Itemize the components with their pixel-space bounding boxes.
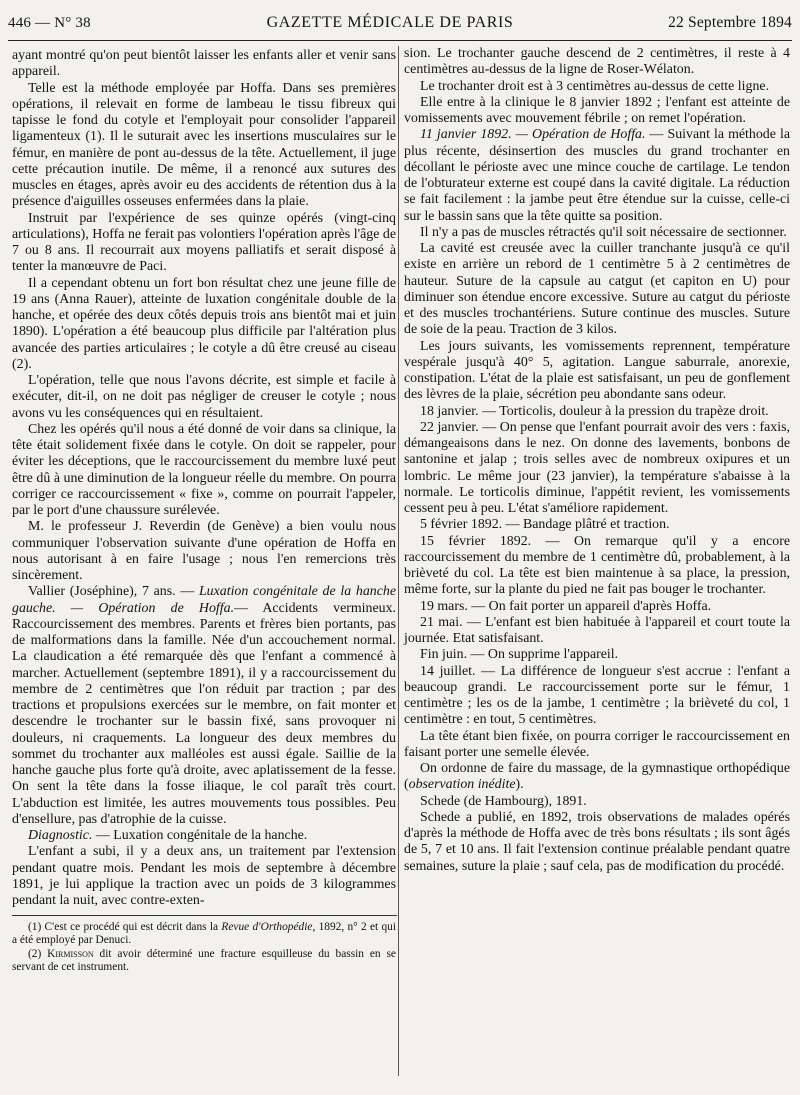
paragraph: Schede (de Hambourg), 1891.: [420, 793, 587, 809]
journal-title: GAZETTE MÉDICALE DE PARIS: [266, 14, 514, 31]
column-divider: [398, 46, 399, 1076]
diagnostic-paragraph: [12, 828, 396, 844]
footnote-author: Kirmisson: [47, 947, 94, 960]
case-patient: Vallier (Joséphine), 7 ans. —: [28, 584, 195, 600]
orthopedie-paragraph: On ordonne de faire du massage, de la gymnastique orthopédique (observation inédite).: [404, 761, 790, 793]
paragraph: L'opération, telle que nous l'avons décrite, est simple et facile à exécuter, dit-il, on ne doit pas négliger de creuser le cotyle ; nous avons vu les conséquences qui en résultaient.: [12, 373, 396, 421]
paragraph: M. le professeur J. Reverdin (de Genève) a bien voulu nous communiquer l'observation suivante d'une opération de Hoffa en nous autorisant à en faire l'usage ; nous l'en remercions très sincèrement.: [12, 519, 396, 583]
footnote-1: (1) C'est ce procédé qui est décrit dans la Revue d'Orthopédie, 1892, n° 2 et qui a été employé par Denuci.: [12, 921, 397, 947]
diagnostic-label: Diagnostic.: [28, 828, 93, 843]
paragraph: La tête étant bien fixée, on pourra corriger le raccourcissement en faisant porter une semelle élevée.: [404, 728, 790, 760]
footnote-journal: Revue d'Orthopédie: [221, 921, 313, 934]
case-report-paragraph: [12, 584, 396, 828]
paragraph: 22 janvier. — On pense que l'enfant pourrait avoir des vers : faxis, démangeaisons dans le nez. On donne des lavements, bonbons de santonine et jalap ; trois selles avec de nombreux oxipures et un lombric. Le même jour (23 janvier), la température s'abaisse à la normale. Le torticolis diminue, l'appétit revient, les vomissements cessent peu à peu. L'état s'améliore rapidement.: [404, 419, 790, 516]
header-rule: [8, 40, 792, 41]
paragraph: Instruit par l'expérience de ses quinze opérés (vingt-cinq articulations), Hoffa ne ferait pas volontiers l'opération après l'âge de 7 ou 8 ans. Il recourrait aux moyens palliatifs et serait disposé à tenter la manœuvre de Paci.: [12, 210, 396, 275]
case-title: Luxation congénitale de la hanche gauche. — Opération de Hoffa.: [12, 584, 397, 616]
paragraph: Fin juin. — On supprime l'appareil.: [420, 647, 619, 663]
paragraph: 14 juillet. — La différence de longueur s'est accrue : l'enfant a beaucoup grandi. Le raccourcissement porte sur le fémur, 1 centimètre ; les os de la jambe, 1 centimètre ; la brièveté du col, 1 centimètre : en tout, 5 centimètres.: [404, 663, 790, 728]
paragraph: Elle entre à la clinique le 8 janvier 1892 ; l'enfant est atteinte de vomissements avec mouvement fébrile ; on remet l'opération.: [404, 94, 790, 126]
operation-paragraph: [404, 127, 790, 225]
paragraph: Il a cependant obtenu un fort bon résultat chez une jeune fille de 19 ans (Anna Rauer), atteinte de luxation congénitale double de la hanche, et opérée des deux côtés depuis trois ans bientôt mai et juin 1890). L'opération a été beaucoup plus difficile par l'altération plus avancée des parties articulaires ; le cotyle a dû être creusé au ciseau (2).: [12, 275, 396, 372]
paragraph: Chez les opérés qu'il nous a été donné de voir dans sa clinique, la tête était solidement fixée dans le cotyle. On doit se rappeler, pour éviter les déceptions, que le raccourcissement du membre luxé peut être dû à une diminution de la longueur réelle du membre. On pourra corriger ce raccourcissement « fixe », comme on pourrait l'appeler, par le port d'une chaussure surélevée.: [12, 421, 396, 518]
paragraph: Telle est la méthode employée par Hoffa. Dans ses premières opérations, il relevait en forme de lambeau le tissu fibreux qui tapisse le fond du cotyle et l'employait pour consolider l'appareil ligamenteux (1). Il le suturait avec les insertions musculaires sur le fémur, en manière de pont au-dessus de la tête. Actuellement, il juge cette précaution inutile. De même, il a renoncé aux sutures des muscles en étages, après avoir eu des accidents de rétention dus à la présence d'aiguilles osseuses enfermées dans la plaie.: [12, 80, 396, 210]
paragraph: Il n'y a pas de muscles rétractés qu'il soit nécessaire de sectionner.: [420, 224, 787, 240]
paragraph: 15 février 1892. — On remarque qu'il y a encore raccourcissement du membre de 1 centimètre dû, probablement, à la brièveté du col. La tête est bien maintenue à sa place, la pression, même forte, sur la plante du pied ne fait pas bouger le trochanter.: [404, 533, 790, 598]
operation-text: — Suivant la méthode la plus récente, désinsertion des muscles du grand trochanter en décollant le périoste avec une mince couche de cartilage. Le tendon de l'obturateur externe est coupé dans la cavité digitale. La réduction se fait facilement : la jambe peut être étendue sur la cuisse, celle-ci sur le bassin sans que la tête quitte sa position.: [404, 127, 790, 224]
paragraph: Les jours suivants, les vomissements reprennent, température vespérale jusqu'à 40° 5, agitation. Langue saburrale, anorexie, constipation. L'état de la plaie est satisfaisant, un peu de gonflement des lèvres de la plaie, sécrétion peu abondante sans odeur.: [404, 338, 790, 403]
diagnostic-text: — Luxation congénitale de la hanche.: [92, 828, 308, 843]
operation-date: 11 janvier 1892. — Opération de Hoffa.: [420, 127, 646, 143]
footnote-2: (2) Kirmisson dit avoir déterminé une fracture esquilleuse du bassin en se servant de cet instrument.: [12, 947, 396, 973]
paragraph: 5 février 1892. — Bandage plâtré et traction.: [420, 517, 670, 533]
paragraph: sion. Le trochanter gauche descend de 2 centimètres, il reste à 4 centimètres au-dessus de la ligne de Roser-Wélaton.: [404, 46, 790, 78]
paragraph: 18 janvier. — Torticolis, douleur à la pression du trapèze droit.: [420, 403, 769, 419]
left-column: [12, 48, 396, 974]
right-column: [404, 46, 790, 875]
running-header: [8, 14, 792, 38]
paragraph: L'enfant a subi, il y a deux ans, un traitement par l'extension pendant quatre mois. Pendant les mois de septembre à décembre 1891, je lui applique la traction avec un poids de 3 kilogrammes pendant la nuit, avec contre-exten-: [12, 844, 396, 908]
paragraph: La cavité est creusée avec la cuiller tranchante jusqu'à ce qu'il existe en arrière un rebord de 1 centimètre 5 à 2 centimètres de hauteur. Suture de la capsule au catgut (et capiton en U) pour diminuer son étendue encore excessive. Suture au catgut du périoste et des muscles trochantériens. Suture continue des muscles. Suture de soie de la peau. Traction de 3 kilos.: [404, 241, 790, 338]
paragraph: ayant montré qu'on peut bientôt laisser les enfants aller et venir sans appareil.: [12, 48, 396, 80]
observation-note: observation inédite: [408, 777, 516, 793]
paragraph: Le trochanter droit est à 3 centimètres au-dessus de cette ligne.: [420, 78, 770, 94]
paragraph: Schede a publié, en 1892, trois observations de malades opérés d'après la méthode de Hoffa avec de très bons résultats ; ils sont âgés de 5, 7 et 10 ans. Il fait l'extension continue préalable pendant quatre semaines, suture la plaie ; sauf cela, pas de modification du procédé.: [404, 809, 790, 874]
issue-date: 22 Septembre 1894: [668, 14, 792, 31]
footnote-rule: [12, 915, 397, 916]
case-text: — Accidents vermineux. Raccourcissement des membres. Parents et frères bien portants, pas de malformations dans la famille. Née d'un accouchement normal. La claudication a été remarquée dès que l'enfant a commencé à marcher. Actuellement (septembre 1891), il y a raccourcissement du membre de 2 centimètres que l'on réduit par traction ; par des tractions et propulsions exercées sur le membre, on fait monter et descendre le trochanter sur le bassin fixé, sans provoquer ni douleurs, ni craquements. La longueur des deux membres du sommet du trochanter aux malléoles est aussi égale. Saillie de la hanche gauche plus forte qu'à droite, avec aplatissement de la fesse. On sent la tête dans la fosse iliaque, le col paraît très court. L'abduction est limitée, les autres mouvements tous possibles. Peu d'ensellure, pas d'atrophie de la cuisse.: [12, 600, 396, 827]
paragraph: 21 mai. — L'enfant est bien habituée à l'appareil et court toute la journée. Etat satisfaisant.: [404, 614, 790, 646]
page-number: 446 — N° 38: [8, 15, 91, 31]
paragraph: 19 mars. — On fait porter un appareil d'après Hoffa.: [420, 598, 712, 614]
